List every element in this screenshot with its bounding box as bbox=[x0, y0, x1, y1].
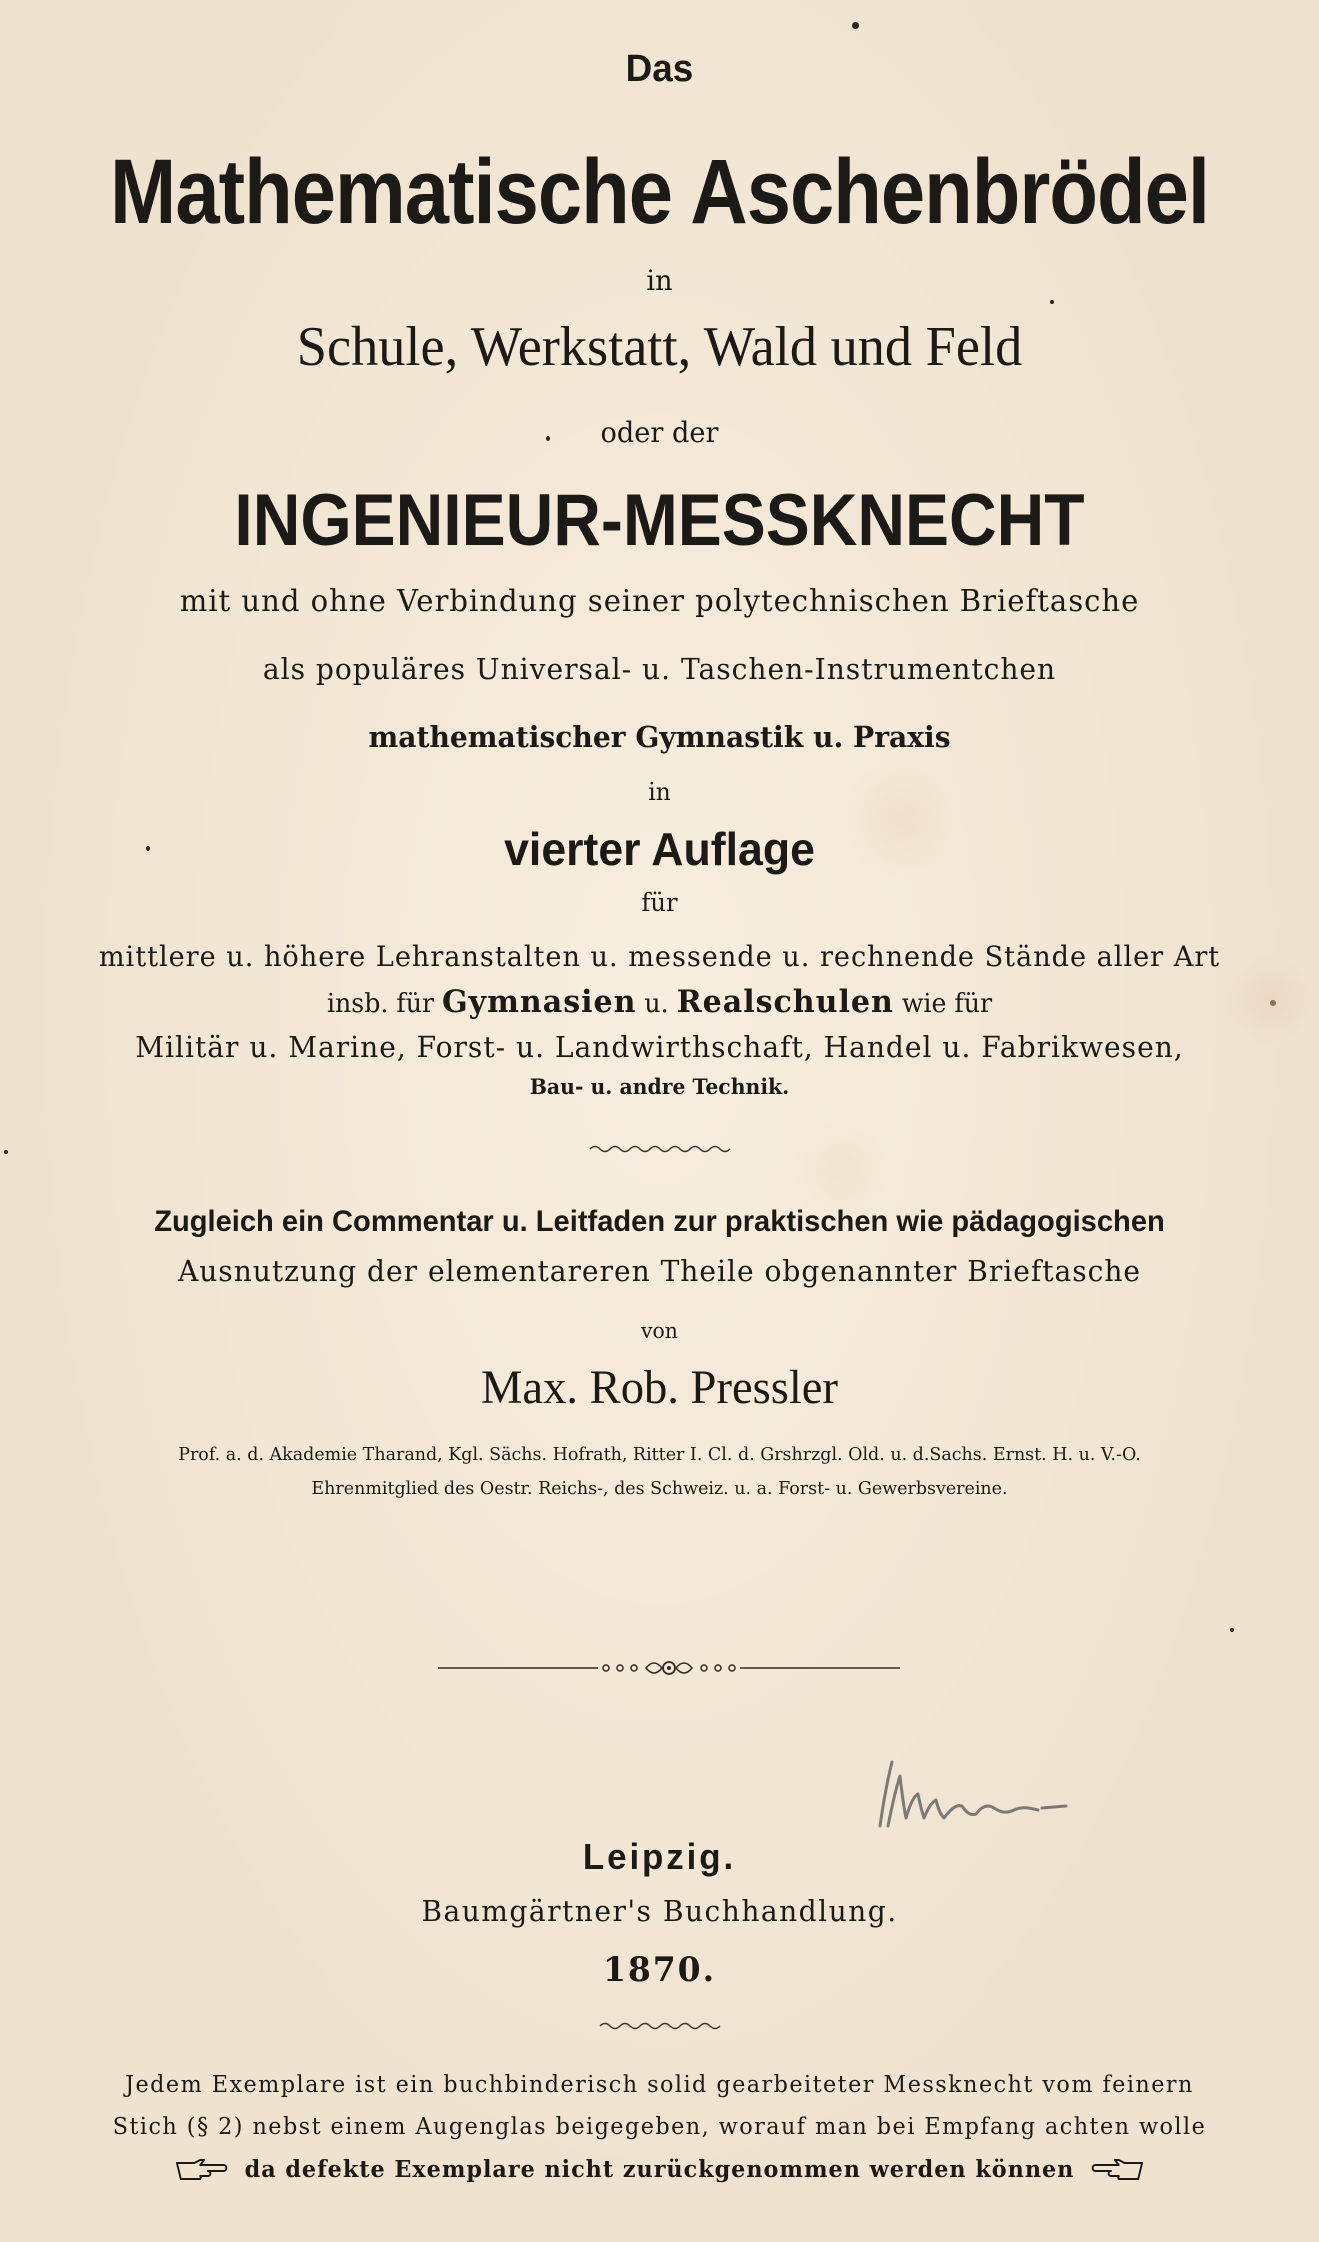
publication-year: 1870. bbox=[603, 1950, 716, 1990]
audience-line-4: Bau- u. andre Technik. bbox=[529, 1074, 790, 1099]
line-in-1: in bbox=[646, 264, 673, 297]
alt-title: INGENIEUR-MESSKNECHT bbox=[234, 479, 1085, 562]
audience-line-2 bbox=[20, 984, 1299, 1020]
audience-insb: insb. für bbox=[326, 989, 443, 1019]
pencil-signature bbox=[866, 1748, 1126, 1838]
author-title-1: Prof. a. d. Akademie Tharand, Kgl. Sächs. Hofrath, Ritter I. Cl. d. Grshrzgl. Old. u. d.Sachs. Ernst. H. u. V.-O. bbox=[178, 1444, 1141, 1465]
main-title: Mathematische Aschenbrödel bbox=[110, 141, 1209, 244]
wavy-rule-1 bbox=[0, 1142, 1319, 1156]
notice-line-2: Stich (§ 2) nebst einem Augenglas beigegeben, worauf man bei Empfang achten wolle bbox=[112, 2114, 1207, 2140]
line-fur: für bbox=[641, 888, 678, 917]
ink-speck bbox=[4, 1150, 8, 1154]
publisher: Baumgärtner's Buchhandlung. bbox=[421, 1894, 898, 1928]
wavy-rule-2 bbox=[0, 2020, 1319, 2032]
line-oder-der: oder der bbox=[600, 416, 719, 449]
ink-speck bbox=[852, 22, 859, 29]
author-name: Max. Rob. Pressler bbox=[481, 1361, 838, 1414]
pointing-hand-left-icon bbox=[1090, 2157, 1146, 2181]
ink-speck bbox=[546, 436, 550, 441]
audience-realschulen: Realschulen bbox=[676, 984, 894, 1020]
publication-place: Leipzig. bbox=[582, 1836, 737, 1877]
ink-speck bbox=[1230, 1628, 1234, 1632]
ornamental-rule bbox=[0, 1656, 1319, 1680]
commentary-line-1: Zugleich ein Commentar u. Leitfaden zur praktischen wie pädagogischen bbox=[154, 1205, 1165, 1238]
notice-line-3 bbox=[20, 2156, 1299, 2183]
audience-wie-fur: wie für bbox=[893, 989, 993, 1019]
description-line-2: als populäres Universal- u. Taschen-Instrumentchen bbox=[262, 652, 1057, 686]
audience-gymnasien: Gymnasien bbox=[442, 984, 637, 1020]
edition: vierter Auflage bbox=[504, 823, 815, 875]
line-das: Das bbox=[625, 48, 694, 90]
commentary-line-2: Ausnutzung der elementareren Theile obgenannter Brieftasche bbox=[177, 1254, 1142, 1288]
audience-u: u. bbox=[636, 989, 677, 1019]
line-in-2: in bbox=[648, 778, 671, 806]
audience-line-3: Militär u. Marine, Forst- u. Landwirthschaft, Handel u. Fabrikwesen, bbox=[135, 1030, 1184, 1064]
ink-speck bbox=[1270, 1000, 1276, 1006]
audience-line-1: mittlere u. höhere Lehranstalten u. messende u. rechnende Stände aller Art bbox=[98, 940, 1221, 973]
ink-speck bbox=[1050, 300, 1054, 304]
pointing-hand-right-icon bbox=[173, 2157, 229, 2181]
notice-line-3-text: da defekte Exemplare nicht zurückgenommen werden können bbox=[244, 2156, 1075, 2183]
author-title-2: Ehrenmitglied des Oestr. Reichs-, des Schweiz. u. a. Forst- u. Gewerbsvereine. bbox=[311, 1478, 1008, 1499]
description-line-1: mit und ohne Verbindung seiner polytechnischen Brieftasche bbox=[179, 584, 1140, 619]
ink-speck bbox=[146, 846, 150, 851]
subtitle: Schule, Werkstatt, Wald und Feld bbox=[296, 316, 1023, 378]
description-line-3: mathematischer Gymnastik u. Praxis bbox=[368, 720, 951, 754]
notice-line-1: Jedem Exemplare ist ein buchbinderisch solid gearbeiteter Messknecht vom feinern bbox=[125, 2072, 1194, 2098]
line-von: von bbox=[641, 1319, 678, 1343]
